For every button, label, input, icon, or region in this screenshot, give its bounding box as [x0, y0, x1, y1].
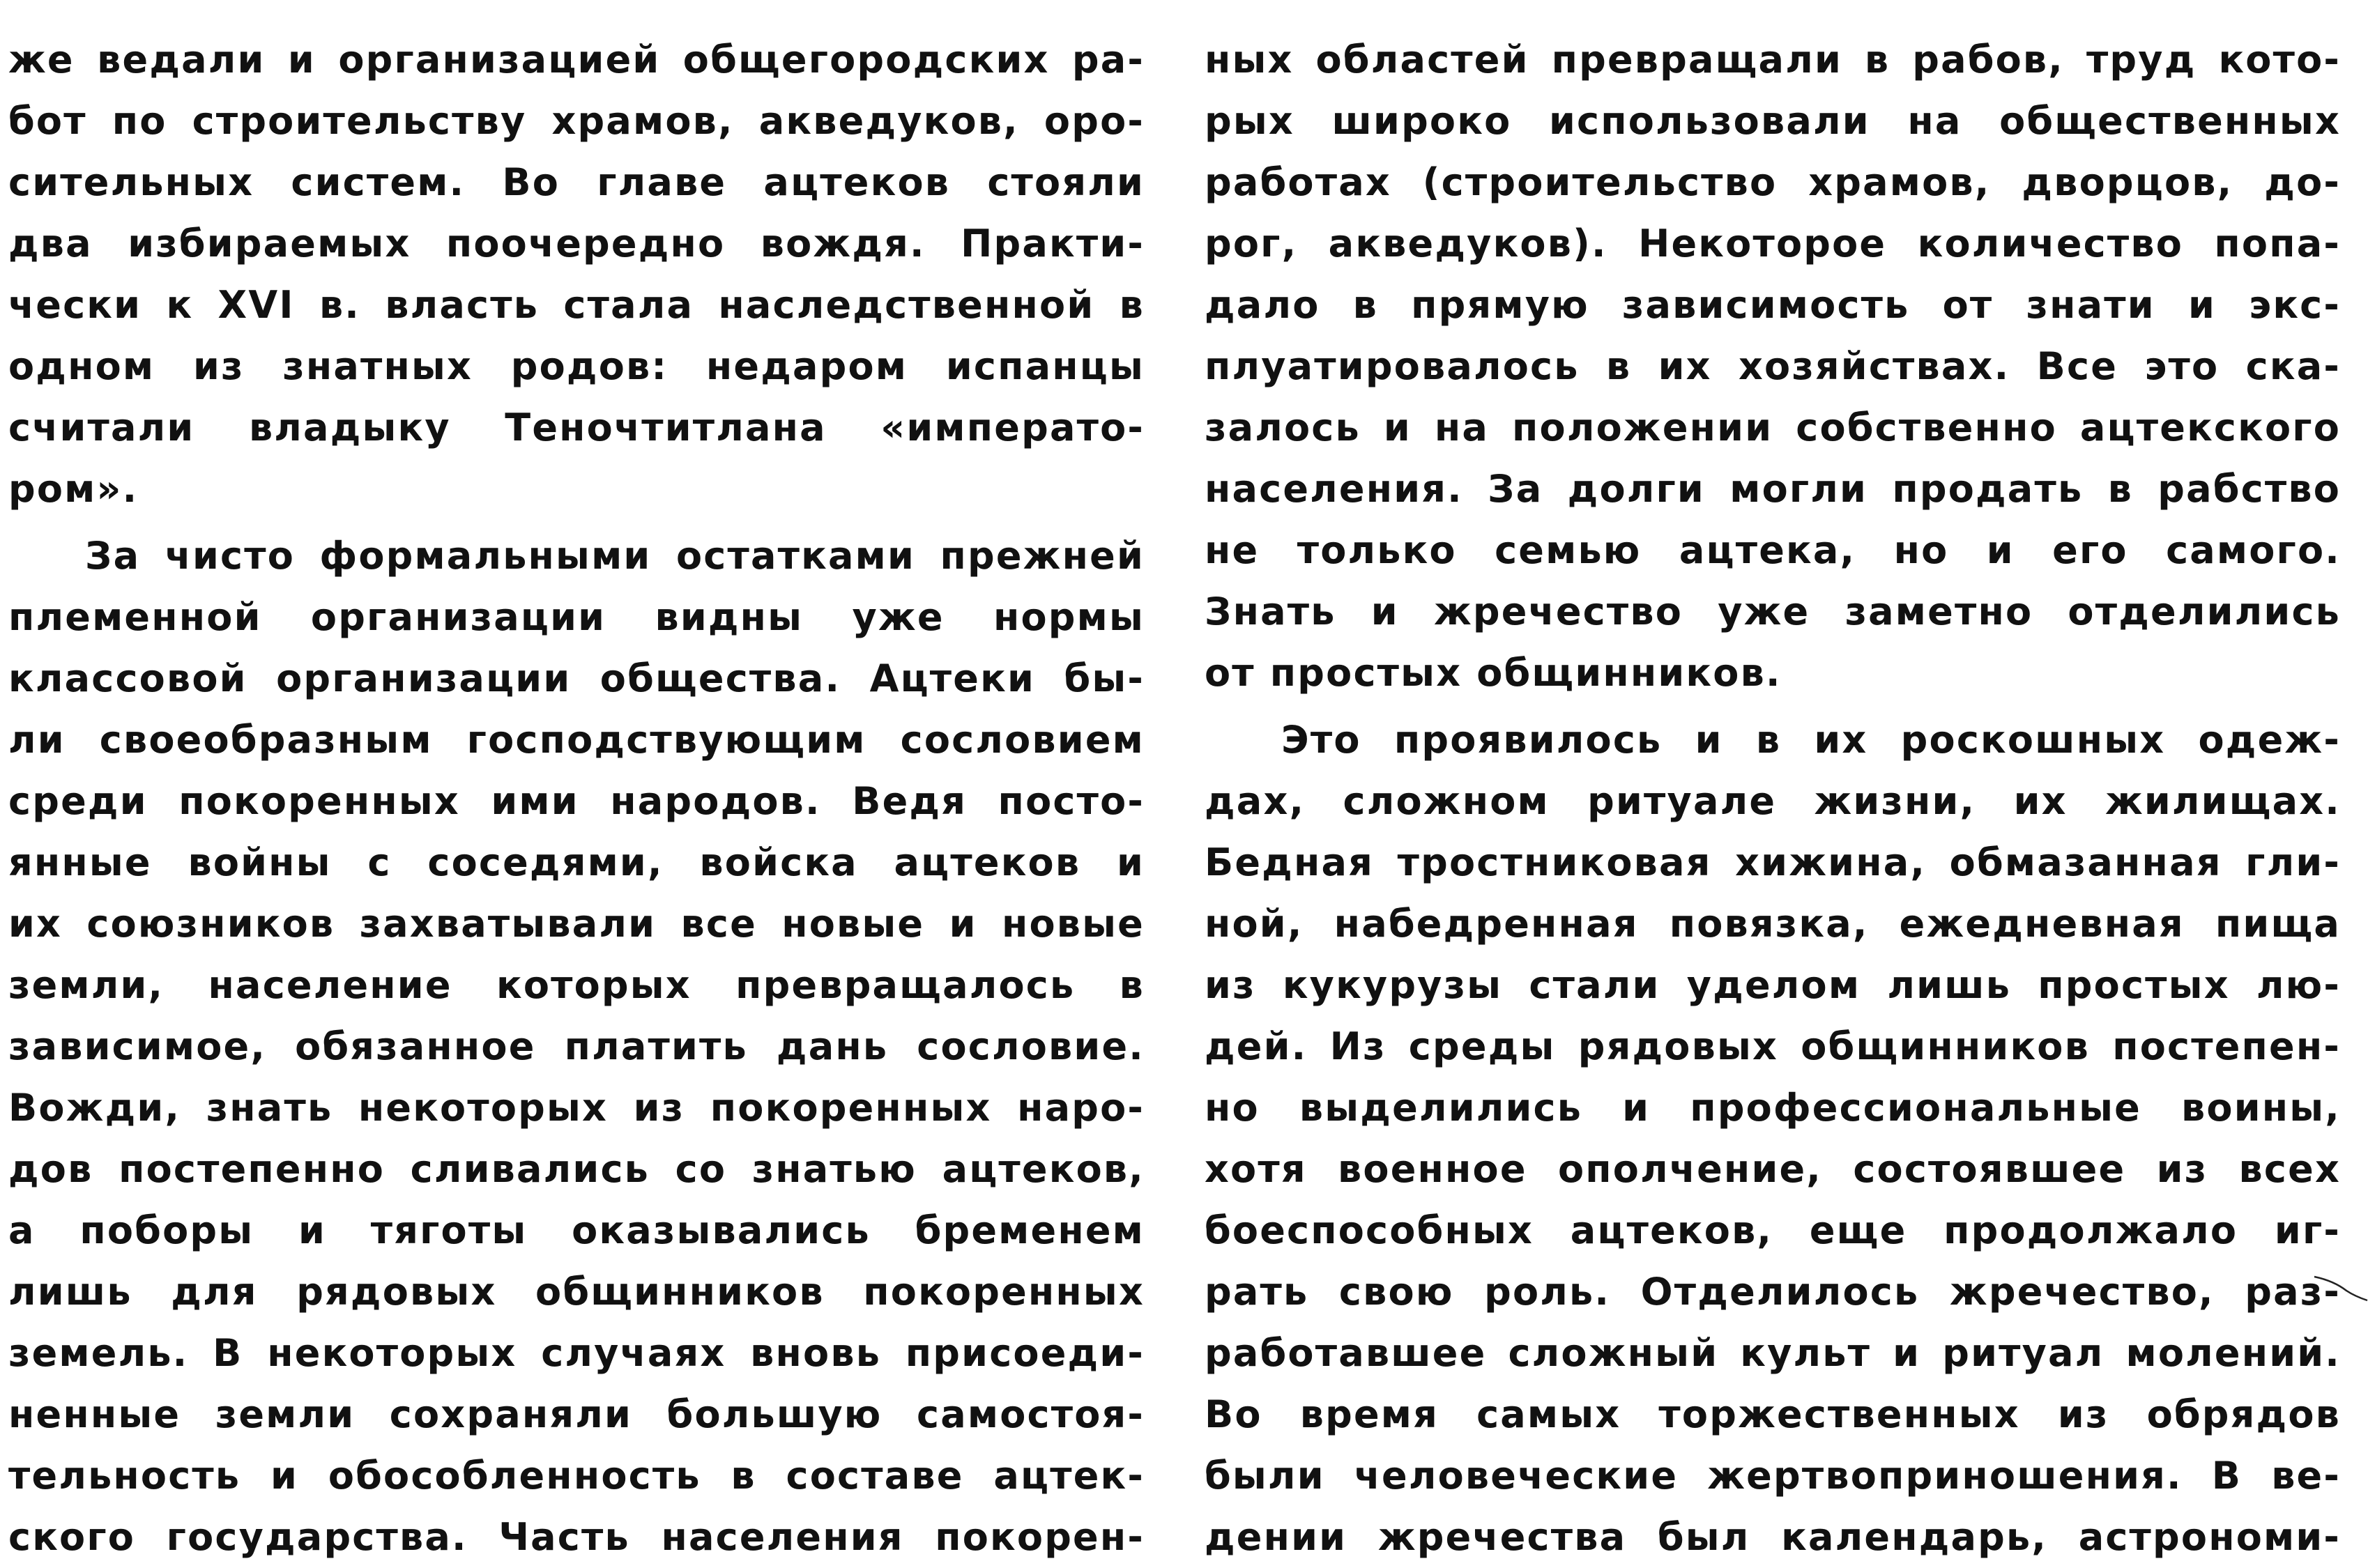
text-line: работавшее сложный культ и ритуал молений.: [1205, 1331, 2341, 1375]
paragraph: [1205, 709, 2341, 1568]
text-line: хотя военное ополчение, состоявшее из всех: [1205, 1147, 2341, 1191]
text-line: из кукурузы стали уделом лишь простых лю-: [1205, 963, 2341, 1007]
paragraph: [8, 525, 1145, 1568]
right-column: [1205, 29, 2341, 1568]
text-line: дении жречества был календарь, астрономи-: [1205, 1515, 2341, 1559]
text-line: рог, акведуков). Некоторое количество попа-: [1205, 222, 2341, 266]
text-line: плуатировалось в их хозяйствах. Все это ска-: [1205, 344, 2341, 388]
text-line: дало в прямую зависимость от знати и экс-: [1205, 283, 2341, 327]
text-line: ского государства. Часть населения покорен-: [8, 1515, 1145, 1559]
text-line: ненные земли сохраняли большую самостоя-: [8, 1392, 1145, 1436]
text-line: не только семью ацтека, но и его самого.: [1205, 528, 2341, 572]
text-line: дов постепенно сливались со знатью ацтеков,: [8, 1147, 1145, 1191]
text-line: Знать и жречество уже заметно отделились: [1205, 590, 2341, 633]
text-line: земель. В некоторых случаях вновь присоеди-: [8, 1331, 1145, 1375]
paragraph-gap: [8, 520, 1145, 525]
text-line: Бедная тростниковая хижина, обмазанная гли-: [1205, 840, 2341, 884]
text-line: а поборы и тяготы оказывались бременем: [8, 1208, 1145, 1252]
text-line: чески к XVI в. власть стала наследственной в: [8, 283, 1145, 327]
text-line: ли своеобразным господствующим сословием: [8, 718, 1145, 762]
text-line: работах (строительство храмов, дворцов, до-: [1205, 160, 2341, 204]
text-line: но выделились и профессиональные воины,: [1205, 1086, 2341, 1130]
text-line: Вожди, знать некоторых из покоренных наро-: [8, 1086, 1145, 1130]
text-line: считали владыку Теночтитлана «императо-: [8, 406, 1145, 449]
text-line: же ведали и организацией общегородских ра-: [8, 38, 1145, 82]
text-line: ных областей превращали в рабов, труд кото-: [1205, 38, 2341, 82]
text-line: сительных систем. Во главе ацтеков стояли: [8, 160, 1145, 204]
text-line: классовой организации общества. Ацтеки бы-: [8, 656, 1145, 700]
text-line: боеспособных ацтеков, еще продолжало иг-: [1205, 1208, 2341, 1252]
text-line: ром».: [8, 467, 139, 511]
text-line: земли, население которых превращалось в: [8, 963, 1145, 1007]
paragraph: [1205, 29, 2341, 704]
text-line: от простых общинников.: [1205, 651, 1782, 695]
text-line: племенной организации видны уже нормы: [8, 595, 1145, 639]
text-line: бот по строительству храмов, акведуков, оро-: [8, 99, 1145, 143]
text-line: лишь для рядовых общинников покоренных: [8, 1270, 1145, 1314]
text-line: их союзников захватывали все новые и новые: [8, 902, 1145, 946]
text-line: дей. Из среды рядовых общинников постепен-: [1205, 1024, 2341, 1068]
text-line: населения. За долги могли продать в рабство: [1205, 467, 2341, 511]
left-column: [8, 29, 1145, 1568]
text-line: среди покоренных ими народов. Ведя посто-: [8, 779, 1145, 823]
text-line: рых широко использовали на общественных: [1205, 99, 2341, 143]
text-line: одном из знатных родов: недаром испанцы: [8, 344, 1145, 388]
text-line: Во время самых торжественных из обрядов: [1205, 1392, 2341, 1436]
text-line: янные войны с соседями, войска ацтеков и: [8, 840, 1145, 884]
scan-artifact-mark: [2313, 1274, 2368, 1302]
text-line: За чисто формальными остатками прежней: [85, 534, 1145, 578]
text-line: дах, сложном ритуале жизни, их жилищах.: [1205, 779, 2341, 823]
text-line: два избираемых поочередно вождя. Практи-: [8, 222, 1145, 266]
text-line: Это проявилось и в их роскошных одеж-: [1281, 718, 2341, 762]
paragraph: [8, 29, 1145, 520]
text-line: залось и на положении собственно ацтекского: [1205, 406, 2341, 449]
text-line: зависимое, обязанное платить дань сословие.: [8, 1024, 1145, 1068]
text-line: были человеческие жертвоприношения. В ве-: [1205, 1454, 2341, 1498]
text-line: тельность и обособленность в составе ацтек-: [8, 1454, 1145, 1498]
paragraph-gap: [1205, 704, 2341, 709]
text-line: рать свою роль. Отделилось жречество, раз-: [1205, 1270, 2341, 1314]
text-line: ной, набедренная повязка, ежедневная пища: [1205, 902, 2341, 946]
